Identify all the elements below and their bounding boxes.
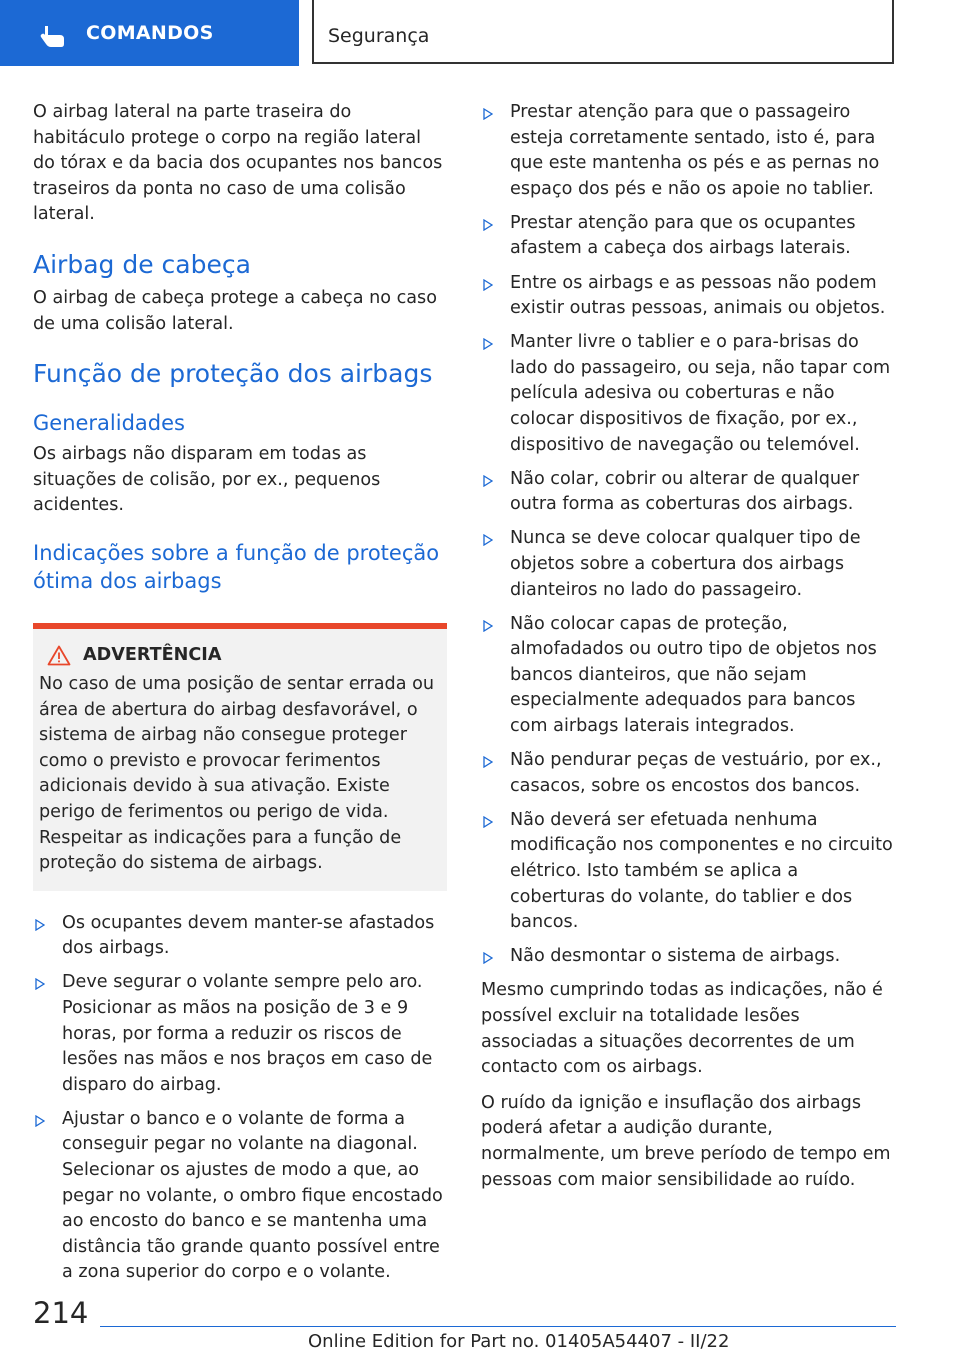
chapter-title: COMANDOS (86, 22, 214, 44)
bullet-triangle-icon (483, 279, 493, 291)
bullet-triangle-icon (35, 978, 45, 990)
intro-paragraph: O airbag lateral na parte traseira do habitáculo protege o corpo na região lateral do tórax e da bacia dos ocupantes nos bancos traseiros da ponta no caso de uma colisão lateral. (33, 102, 443, 225)
hand-pointer-icon (40, 24, 66, 48)
list-item: Ajustar o banco e o volante de forma a conseguir pegar no volante na diagonal. Selecionar os ajustes de modo a que, ao pegar no volante, o ombro fique encostado ao encosto do banco e se mantenha uma distância tão grande quanto possível entre a zona superior do corpo e o volante. (33, 1107, 447, 1286)
heading-general: Generalidades (33, 411, 185, 436)
bullet-triangle-icon (483, 338, 493, 350)
left-bullet-list (33, 911, 447, 1286)
footer-divider (100, 1326, 896, 1327)
general-paragraph: Os airbags não disparam em todas as situações de colisão, por ex., pequenos acidentes. (33, 444, 381, 516)
warning-header (39, 645, 439, 666)
edition-footer: Online Edition for Part no. 01405A54407 - II/22 (308, 1331, 730, 1352)
list-item: Não colocar capas de proteção, almofadados ou outro tipo de objetos nos bancos dianteiros, que não sejam especialmente adequados para bancos com airbags laterais integrados. (481, 612, 897, 740)
bullet-triangle-icon (35, 919, 45, 931)
warning-box (33, 623, 447, 891)
bullet-triangle-icon (483, 816, 493, 828)
bullet-triangle-icon (483, 108, 493, 120)
heading-indications: Indicações sobre a função de proteção ótima dos airbags (33, 540, 440, 593)
bullet-triangle-icon (483, 756, 493, 768)
bullet-triangle-icon (483, 219, 493, 231)
right-column (481, 100, 897, 1193)
list-item: Não colar, cobrir ou alterar de qualquer outra forma as coberturas dos airbags. (481, 467, 897, 518)
list-item: Os ocupantes devem manter-se afastados dos airbags. (33, 911, 447, 962)
head-airbag-paragraph: O airbag de cabeça protege a cabeça no caso de uma colisão lateral. (33, 287, 437, 334)
bullet-triangle-icon (483, 475, 493, 487)
bullet-triangle-icon (35, 1115, 45, 1127)
list-item: Não pendurar peças de vestuário, por ex., casacos, sobre os encostos dos bancos. (481, 748, 897, 799)
list-item: Entre os airbags e as pessoas não podem existir outras pessoas, animais ou objetos. (481, 271, 897, 322)
bullet-triangle-icon (483, 534, 493, 546)
list-item: Nunca se deve colocar qualquer tipo de objetos sobre a cobertura dos airbags dianteiros no lado do passageiro. (481, 526, 897, 603)
warning-text: No caso de uma posição de sentar errada ou área de abertura do airbag desfavorável, o sistema de airbag não consegue proteger como o previsto e provocar ferimentos adicionais devido à sua ativação. Existe perigo de ferimentos ou perigo de vida. Respeitar as indicações para a função de proteção do sistema de airbags. (39, 673, 434, 874)
closing-paragraph-1: Mesmo cumprindo todas as indicações, não é possível excluir na totalidade lesões associadas a situações decorrentes de um contacto com os airbags. (481, 980, 883, 1078)
heading-head-airbag: Airbag de cabeça (33, 249, 251, 279)
section-title: Segurança (328, 25, 430, 47)
list-item: Não deverá ser efetuada nenhuma modificação nos componentes e no circuito elétrico. Isto também se aplica a coberturas do volante, do tablier e dos bancos. (481, 808, 897, 936)
chapter-tab (0, 0, 299, 66)
bullet-triangle-icon (483, 620, 493, 632)
left-column (33, 100, 447, 1295)
bullet-triangle-icon (483, 952, 493, 964)
section-header (312, 0, 894, 64)
warning-triangle-icon (47, 645, 71, 666)
list-item: Deve segurar o volante sempre pelo aro. Posicionar as mãos na posição de 3 e 9 horas, por forma a reduzir os riscos de lesões nas mãos e nos braços em caso de disparo do airbag. (33, 970, 447, 1098)
list-item: Manter livre o tablier e o para-brisas do lado do passageiro, ou seja, não tapar com película adesiva ou coberturas e não colocar dispositivos de fixação, por ex., dispositivo de navegação ou telemóvel. (481, 330, 897, 458)
list-item: Prestar atenção para que o passageiro esteja corretamente sentado, isto é, para que este mantenha os pés e as pernas no espaço dos pés e não os apoie no tablier. (481, 100, 897, 202)
page-number: 214 (33, 1296, 89, 1330)
right-bullet-list (481, 100, 897, 970)
list-item: Não desmontar o sistema de airbags. (481, 944, 897, 970)
list-item: Prestar atenção para que os ocupantes afastem a cabeça dos airbags laterais. (481, 211, 897, 262)
closing-paragraph-2: O ruído da ignição e insuflação dos airbags poderá afetar a audição durante, normalmente, um breve período de tempo em pessoas com maior sensibilidade ao ruído. (481, 1092, 891, 1190)
warning-title: ADVERTÊNCIA (83, 645, 222, 666)
heading-airbag-function: Função de proteção dos airbags (33, 359, 433, 389)
